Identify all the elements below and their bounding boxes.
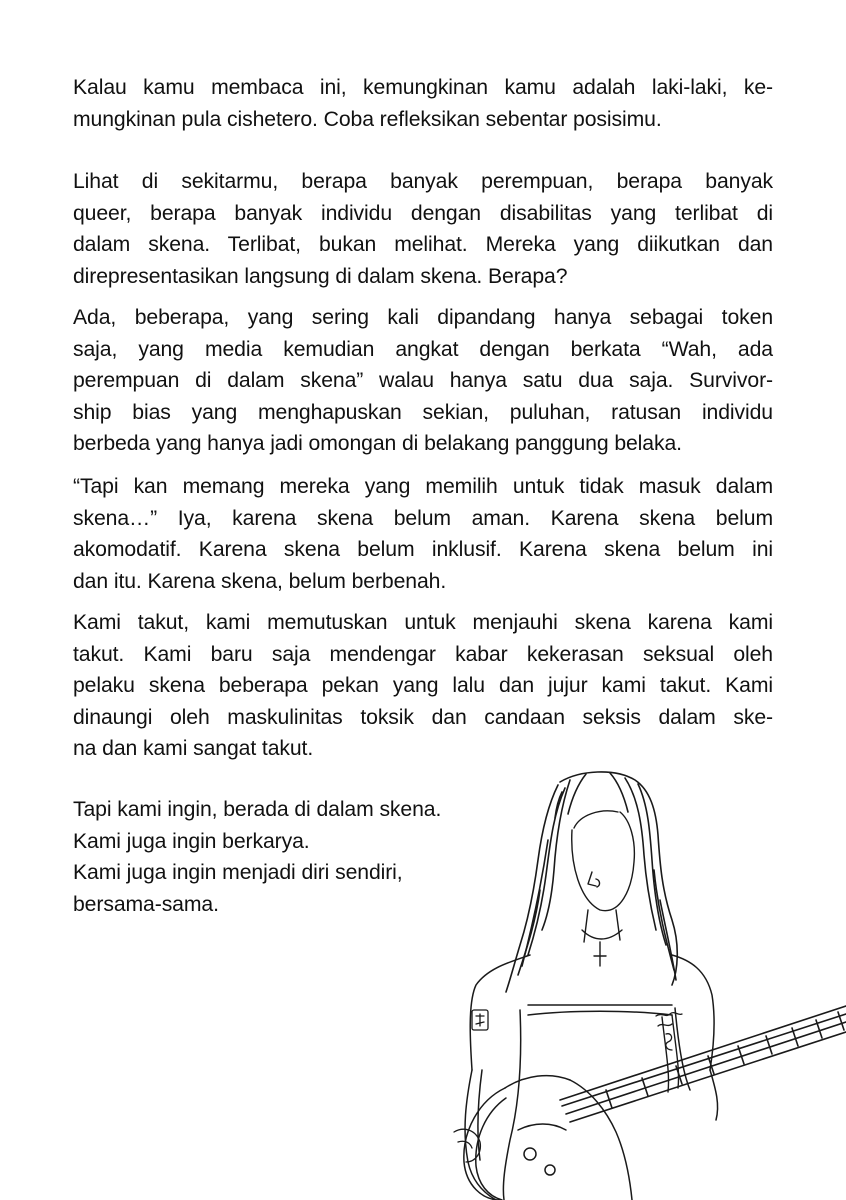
text-line: dan itu. Karena skena, belum berbenah. [73, 569, 447, 593]
paragraph-4 [73, 471, 773, 597]
text-line: dalam skena. Terlibat, bukan melihat. Mereka yang diikutkan dan [73, 233, 773, 256]
guitarist-sketch-icon [410, 770, 846, 1200]
text-line: mungkinan pula cishetero. Coba refleksikan sebentar posisimu. [73, 107, 662, 131]
text-line: perempuan di dalam skena” walau hanya satu dua saja. Survivor- [73, 369, 773, 392]
text-line: akomodatif. Karena skena belum inklusif. Karena skena belum ini [73, 538, 773, 561]
text-line: “Tapi kan memang mereka yang memilih untuk tidak masuk dalam [73, 475, 773, 498]
text-line: Kalau kamu membaca ini, kemungkinan kamu adalah laki-laki, ke- [73, 76, 773, 99]
paragraph-1 [73, 72, 773, 135]
text-line: Tapi kami ingin, berada di dalam skena. [73, 798, 442, 821]
text-line: Kami juga ingin menjadi diri sendiri, [73, 861, 403, 884]
text-line: ship bias yang menghapuskan sekian, puluhan, ratusan individu [73, 400, 773, 424]
text-line: Kami takut, kami memutuskan untuk menjauhi skena karena kami [73, 611, 773, 634]
paragraph-2 [73, 166, 773, 292]
text-line: bersama-sama. [73, 892, 219, 916]
text-line: takut. Kami baru saja mendengar kabar kekerasan seksual oleh [73, 642, 773, 666]
text-line: pelaku skena beberapa pekan yang lalu dan jujur kami takut. Kami [73, 674, 773, 697]
text-line: direpresentasikan langsung di dalam skena. Berapa? [73, 264, 568, 288]
paragraph-5 [73, 607, 773, 765]
text-line: saja, yang media kemudian angkat dengan berkata “Wah, ada [73, 337, 773, 361]
text-line: Ada, beberapa, yang sering kali dipandang hanya sebagai token [73, 306, 773, 329]
text-line: queer, berapa banyak individu dengan disabilitas yang terlibat di [73, 201, 773, 225]
paragraph-3 [73, 302, 773, 460]
text-line: na dan kami sangat takut. [73, 737, 314, 760]
text-line: Kami juga ingin berkarya. [73, 829, 310, 853]
text-line: Lihat di sekitarmu, berapa banyak perempuan, berapa banyak [73, 170, 773, 193]
text-line: dinaungi oleh maskulinitas toksik dan candaan seksis dalam ske- [73, 705, 773, 729]
text-line: berbeda yang hanya jadi omongan di belakang panggung belaka. [73, 432, 682, 455]
text-line: skena…” Iya, karena skena belum aman. Karena skena belum [73, 506, 773, 530]
